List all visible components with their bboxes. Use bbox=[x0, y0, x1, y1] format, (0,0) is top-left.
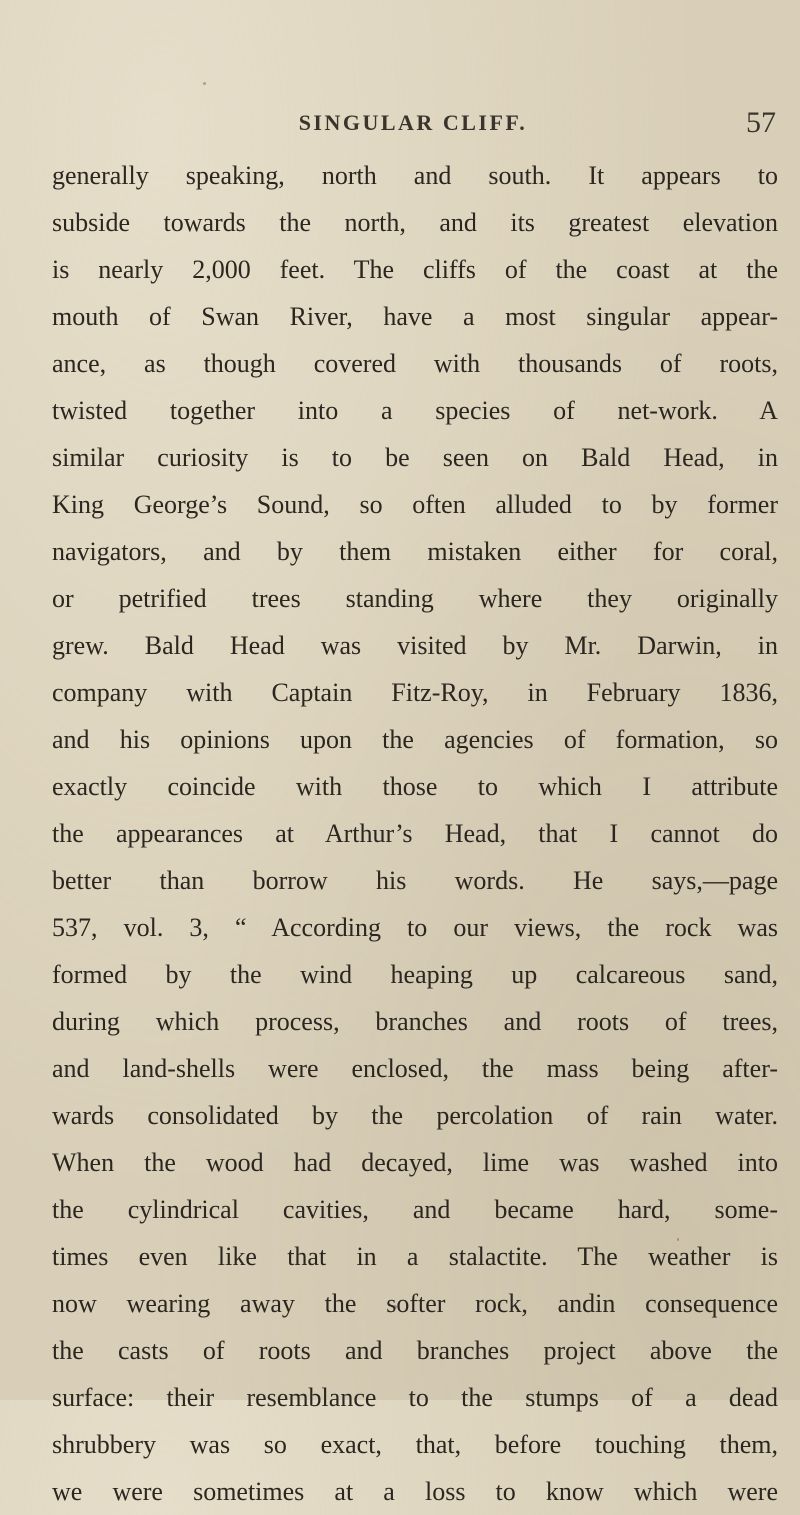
text-line: or petrified trees standing where they originally bbox=[52, 584, 778, 613]
text-line: subside towards the north, and its greatest elevation bbox=[52, 208, 778, 237]
text-line: the casts of roots and branches project above the bbox=[52, 1336, 778, 1365]
text-line: company with Captain Fitz-Roy, in February 1836, bbox=[52, 678, 778, 707]
text-line: grew. Bald Head was visited by Mr. Darwin, in bbox=[52, 631, 778, 660]
text-line: When the wood had decayed, lime was washed into bbox=[52, 1148, 778, 1177]
text-line: now wearing away the softer rock, andin consequence bbox=[52, 1289, 778, 1318]
body-text bbox=[52, 152, 778, 1515]
text-line: navigators, and by them mistaken either for coral, bbox=[52, 537, 778, 566]
text-line: exactly coincide with those to which I attribute bbox=[52, 772, 778, 801]
running-title: SINGULAR CLIFF. bbox=[298, 110, 528, 135]
text-line: 537, vol. 3, “ According to our views, the rock was bbox=[52, 913, 778, 942]
paper-speck bbox=[393, 1305, 397, 1309]
text-line: wards consolidated by the percolation of rain water. bbox=[52, 1101, 778, 1130]
text-line: similar curiosity is to be seen on Bald Head, in bbox=[52, 443, 778, 472]
text-line: times even like that in a stalactite. The weather is bbox=[52, 1242, 778, 1271]
text-line: mouth of Swan River, have a most singular appear- bbox=[52, 302, 778, 331]
text-line: ance, as though covered with thousands of roots, bbox=[52, 349, 778, 378]
text-line: twisted together into a species of net-work. A bbox=[52, 396, 778, 425]
text-line: the appearances at Arthur’s Head, that I cannot do bbox=[52, 819, 778, 848]
text-line: we were sometimes at a loss to know which were bbox=[52, 1477, 778, 1506]
text-line: better than borrow his words. He says,—page bbox=[52, 866, 778, 895]
text-line: King George’s Sound, so often alluded to by former bbox=[52, 490, 778, 519]
text-line: formed by the wind heaping up calcareous sand, bbox=[52, 960, 778, 989]
text-line: is nearly 2,000 feet. The cliffs of the coast at the bbox=[52, 255, 778, 284]
text-line: generally speaking, north and south. It appears to bbox=[52, 161, 778, 190]
text-line: and his opinions upon the agencies of formation, so bbox=[52, 725, 778, 754]
text-line: the cylindrical cavities, and became hard, some- bbox=[52, 1195, 778, 1224]
page-number: 57 bbox=[746, 106, 776, 139]
running-head bbox=[50, 106, 776, 140]
paper-speck bbox=[203, 82, 206, 85]
text-line: surface: their resemblance to the stumps of a dead bbox=[52, 1383, 778, 1412]
paper-speck bbox=[677, 1238, 679, 1241]
text-line: shrubbery was so exact, that, before touching them, bbox=[52, 1430, 778, 1459]
text-line: and land-shells were enclosed, the mass being after- bbox=[52, 1054, 778, 1083]
text-line: during which process, branches and roots of trees, bbox=[52, 1007, 778, 1036]
